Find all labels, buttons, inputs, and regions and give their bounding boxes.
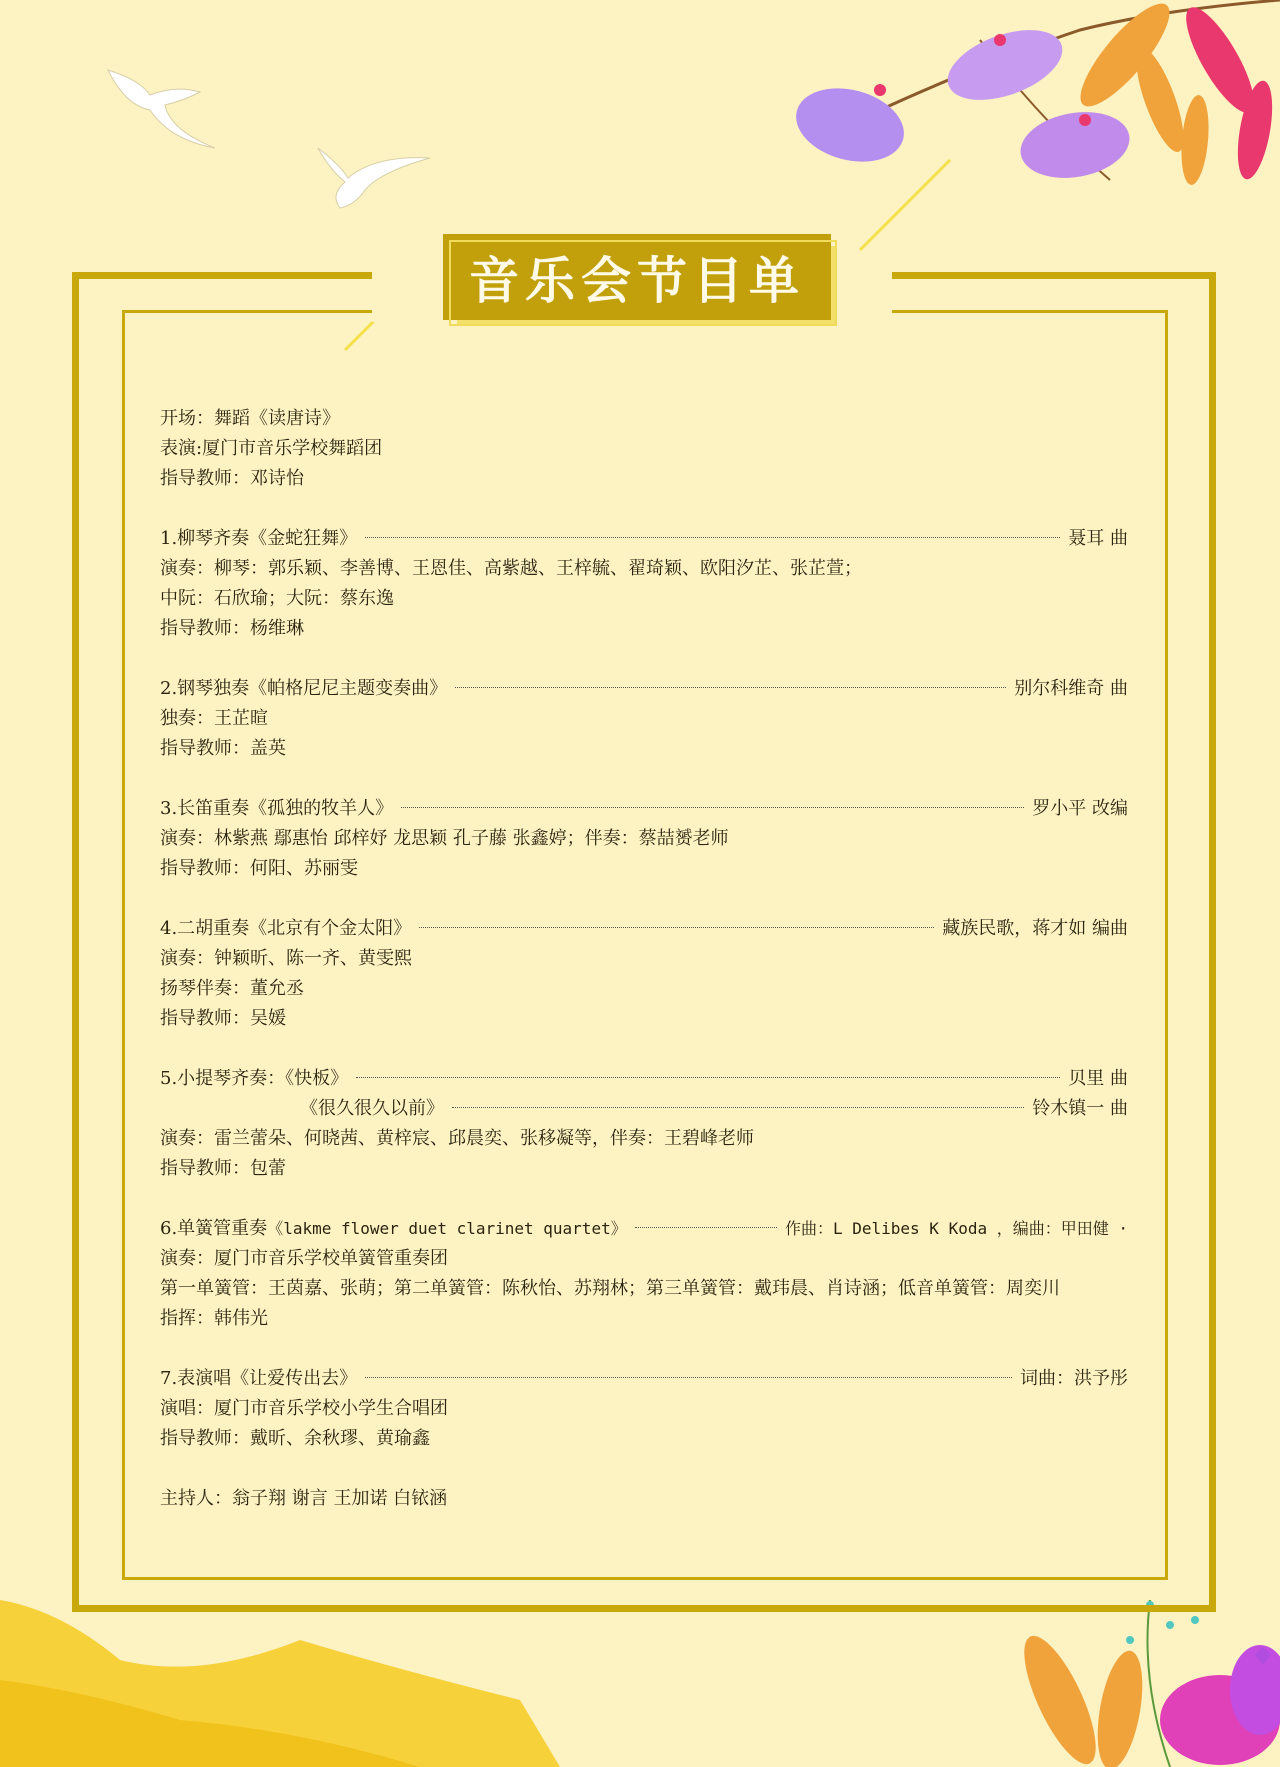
title-banner: [443, 234, 831, 320]
flower-decoration-top: [788, 0, 1280, 186]
opening-performer: 表演:厦门市音乐学校舞蹈团: [160, 438, 383, 459]
program-detail: 指导教师：杨维琳: [160, 618, 304, 639]
program-credit: 别尔科维奇 曲: [1014, 678, 1128, 699]
program-detail: 指导教师：吴媛: [160, 1008, 286, 1029]
program-detail: 指导教师：戴昕、余秋璆、黄瑜鑫: [160, 1428, 430, 1449]
program-credit: 聂耳 曲: [1068, 528, 1128, 549]
program-title: 3.长笛重奏《孤独的牧羊人》: [160, 798, 394, 819]
program-detail: 指导教师：盖英: [160, 738, 286, 759]
program-detail: 第一单簧管：王茵嘉、张萌；第二单簧管：陈秋怡、苏翔林；第三单簧管：戴玮晨、肖诗涵；低音单簧管：周奕川: [160, 1278, 1060, 1299]
program-item-heading: [160, 674, 1128, 704]
program-title: 7.表演唱《让爱传出去》: [160, 1368, 358, 1389]
program-item-heading: [160, 794, 1128, 824]
program-credit: 罗小平 改编: [1032, 798, 1128, 819]
program-item-heading: [160, 1364, 1128, 1394]
program-title: 5.小提琴齐奏：《快板》: [160, 1068, 349, 1089]
program-detail: 扬琴伴奏：董允丞: [160, 978, 304, 999]
program-detail: 指挥：韩伟光: [160, 1308, 268, 1329]
program-item-heading: [160, 1214, 1128, 1244]
program-detail: 演奏：柳琴：郭乐颖、李善博、王恩佳、高紫越、王梓毓、翟琦颖、欧阳汐芷、张芷萱；: [160, 558, 862, 579]
program-detail: 演唱：厦门市音乐学校小学生合唱团: [160, 1398, 448, 1419]
dot-leader: [365, 537, 1060, 538]
program-detail: 演奏：雷兰蕾朵、何晓茜、黄梓宸、邱晨奕、张移凝等，伴奏：王碧峰老师: [160, 1128, 754, 1149]
program-detail: 独奏：王芷暄: [160, 708, 268, 729]
flower-decoration-bottom: [1010, 1600, 1280, 1767]
opening-teacher: 指导教师：邓诗怡: [160, 468, 304, 489]
program-subcredit: 铃木镇一 曲: [1032, 1098, 1128, 1119]
program-subtitle: 《很久很久以前》: [300, 1098, 444, 1119]
program-detail: 中阮：石欣瑜；大阮：蔡东逸: [160, 588, 394, 609]
dot-leader: [635, 1227, 777, 1228]
program-title: 4.二胡重奏《北京有个金太阳》: [160, 918, 412, 939]
bird-icon: [108, 70, 215, 148]
bird-icon: [318, 148, 430, 208]
hosts-line: 主持人：翁子翔 谢言 王加诺 白铱涵: [160, 1488, 448, 1509]
program-list: [160, 404, 1128, 1514]
program-title: [160, 1214, 627, 1244]
program-title-prefix: 6.单簧管重奏: [160, 1218, 268, 1239]
program-credit: 词曲：洪予彤: [1020, 1368, 1128, 1389]
program-detail: 演奏：厦门市音乐学校单簧管重奏团: [160, 1248, 448, 1269]
program-credit: 贝里 曲: [1068, 1068, 1128, 1089]
opening-line: 开场：舞蹈《读唐诗》: [160, 408, 340, 429]
program-item-subheading: [160, 1094, 1128, 1124]
hills-decoration: [0, 1600, 560, 1767]
program-title: 2.钢琴独奏《帕格尼尼主题变奏曲》: [160, 678, 448, 699]
dot-leader: [365, 1377, 1012, 1378]
dot-leader: [452, 1107, 1024, 1108]
program-detail: 指导教师：何阳、苏丽雯: [160, 858, 358, 879]
program-item-heading: [160, 1064, 1128, 1094]
program-detail: 指导教师：包蕾: [160, 1158, 286, 1179]
program-title: 1.柳琴齐奏《金蛇狂舞》: [160, 528, 358, 549]
dot-leader: [419, 927, 934, 928]
dot-leader: [401, 807, 1024, 808]
program-item-heading: [160, 914, 1128, 944]
program-title-english: 《lakme flower duet clarinet quartet》: [267, 1219, 627, 1238]
program-detail: 演奏：钟颖昕、陈一齐、黄雯熙: [160, 948, 412, 969]
page-title: 音乐会节目单: [469, 252, 805, 310]
dot-leader: [455, 687, 1006, 688]
program-item-heading: [160, 524, 1128, 554]
dot-leader: [356, 1077, 1060, 1078]
program-detail: 演奏：林紫燕 鄢惠怡 邱梓妤 龙思颖 孔子藤 张鑫婷；伴奏：蔡喆赟老师: [160, 828, 729, 849]
program-credit: 作曲：L Delibes K Koda ，编曲：甲田健 ·: [784, 1219, 1128, 1238]
program-credit: 藏族民歌，蒋才如 编曲: [942, 918, 1128, 939]
